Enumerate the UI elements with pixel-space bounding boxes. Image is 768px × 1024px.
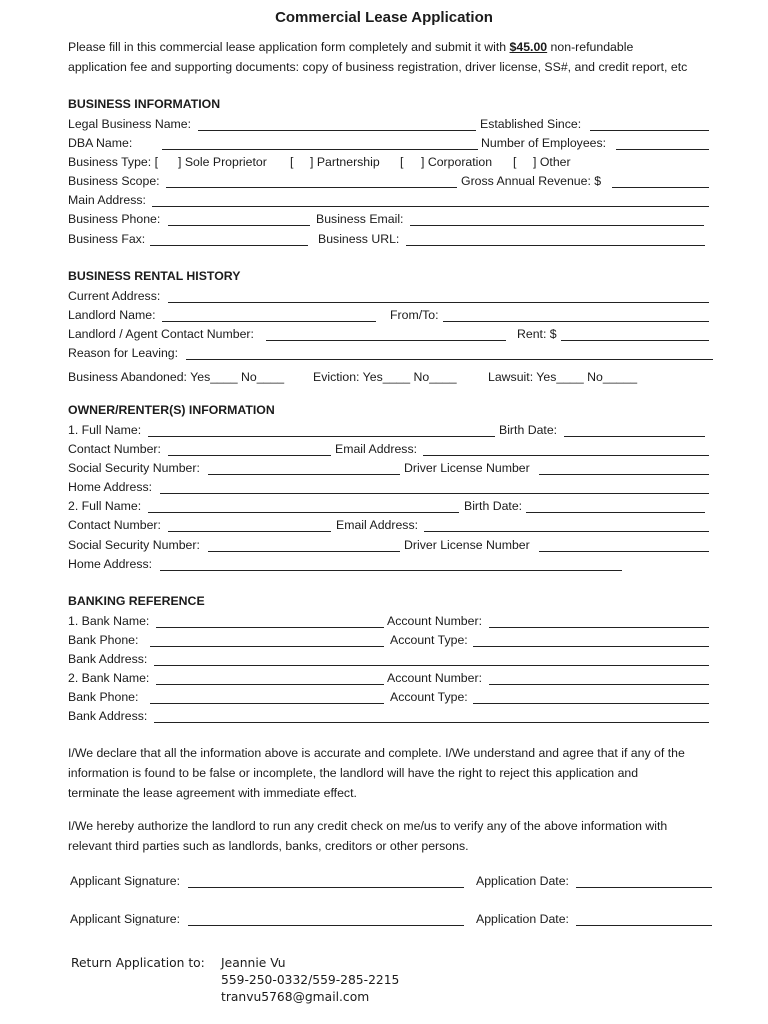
intro-text: Please fill in this commercial lease application form completely and submit it with (68, 40, 510, 54)
field-reason-for-leaving[interactable] (186, 359, 713, 360)
authorization-line: relevant third parties such as landlords, banks, creditors or other persons. (68, 839, 469, 853)
field-established-since[interactable] (590, 130, 709, 131)
fee-amount: $45.00 (509, 40, 548, 54)
field-landlord-name[interactable] (162, 321, 376, 322)
intro-text-end: non-refundable (547, 40, 634, 54)
section-banking-reference: BANKING REFERENCE (68, 594, 205, 608)
declaration-paragraph (68, 743, 728, 803)
label-applicant-signature-2: Applicant Signature: (70, 912, 181, 926)
section-business-rental-history: BUSINESS RENTAL HISTORY (68, 269, 241, 283)
label-rent: Rent: $ (517, 327, 557, 341)
declaration-line: information is found to be false or incomplete, the landlord will have the right to reject this application and (68, 766, 639, 780)
authorization-paragraph (68, 816, 728, 856)
field-owner-2-ssn[interactable] (208, 551, 400, 552)
row-business-phone (68, 212, 718, 229)
field-business-phone[interactable] (168, 225, 310, 226)
label-owner-1-email: Email Address: (335, 442, 418, 456)
row-owner-2-name (68, 499, 718, 516)
label-owner-1-driver-license: Driver License Number (404, 461, 530, 475)
row-landlord-name (68, 308, 718, 325)
field-applicant-signature-1[interactable] (188, 887, 464, 888)
bracket-other: [ (513, 155, 517, 169)
field-bank-2-address[interactable] (154, 722, 709, 723)
field-business-abandoned[interactable]: Business Abandoned: Yes____ No____ (68, 370, 285, 384)
label-applicant-signature-1: Applicant Signature: (70, 874, 181, 888)
label-owner-1-home-address: Home Address: (68, 480, 153, 494)
intro-line-1 (68, 40, 728, 54)
label-owner-2-contact-number: Contact Number: (68, 518, 161, 532)
row-owner-1-contact (68, 442, 718, 459)
return-application-label: Return Application to: (71, 956, 205, 970)
label-from-to: From/To: (390, 308, 439, 322)
row-business-fax (68, 232, 718, 249)
label-business-type: Business Type: [ (68, 155, 158, 169)
field-owner-1-home-address[interactable] (160, 493, 709, 494)
return-contact-phones: 559-250-0332/559-285-2215 (221, 973, 400, 987)
return-contact-name: Jeannie Vu (221, 956, 286, 970)
label-bank-2-address: Bank Address: (68, 709, 148, 723)
field-bank-1-account-number[interactable] (489, 627, 709, 628)
field-owner-2-home-address[interactable] (160, 570, 622, 571)
field-business-scope[interactable] (166, 187, 457, 188)
label-current-address: Current Address: (68, 289, 161, 303)
label-application-date-2: Application Date: (476, 912, 569, 926)
return-contact-email: tranvu5768@gmail.com (221, 990, 370, 1004)
field-owner-2-driver-license[interactable] (539, 551, 709, 552)
row-bank-2-name (68, 671, 718, 688)
row-bank-1-name (68, 614, 718, 631)
field-owner-2-contact-number[interactable] (168, 531, 331, 532)
field-bank-2-account-number[interactable] (489, 684, 709, 685)
field-owner-1-ssn[interactable] (208, 474, 400, 475)
checkbox-corporation[interactable]: ] Corporation (421, 155, 493, 169)
label-owner-1-full-name: 1. Full Name: (68, 423, 142, 437)
bracket-corporation: [ (400, 155, 404, 169)
label-owner-2-ssn: Social Security Number: (68, 538, 200, 552)
intro-line-2: application fee and supporting documents: copy of business registration, driver license, SS#, and credit report, etc (68, 60, 688, 74)
field-owner-2-birth-date[interactable] (526, 512, 705, 513)
label-landlord-name: Landlord Name: (68, 308, 156, 322)
field-application-date-2[interactable] (576, 925, 712, 926)
row-business-scope (68, 174, 718, 191)
row-bank-1-address (68, 652, 718, 669)
row-main-address (68, 193, 718, 210)
label-bank-1-name: 1. Bank Name: (68, 614, 150, 628)
row-signature-1 (68, 874, 718, 891)
field-bank-2-name[interactable] (156, 684, 384, 685)
field-current-address[interactable] (168, 302, 709, 303)
label-owner-2-home-address: Home Address: (68, 557, 153, 571)
label-owner-2-driver-license: Driver License Number (404, 538, 530, 552)
field-main-address[interactable] (152, 206, 709, 207)
row-owner-2-home-address (68, 557, 718, 574)
label-application-date-1: Application Date: (476, 874, 569, 888)
label-owner-1-contact-number: Contact Number: (68, 442, 161, 456)
label-business-scope: Business Scope: (68, 174, 160, 188)
field-dba-name[interactable] (162, 149, 478, 150)
field-from-to[interactable] (443, 321, 709, 322)
row-bank-1-phone (68, 633, 718, 650)
row-owner-1-name (68, 423, 718, 440)
field-bank-1-address[interactable] (154, 665, 709, 666)
field-landlord-contact-number[interactable] (266, 340, 506, 341)
field-owner-1-email[interactable] (423, 455, 709, 456)
label-established-since: Established Since: (480, 117, 582, 131)
authorization-line: I/We hereby authorize the landlord to run any credit check on me/us to verify any of the above information with (68, 819, 668, 833)
section-owner-renter-information: OWNER/RENTER(S) INFORMATION (68, 403, 275, 417)
label-gross-annual-revenue: Gross Annual Revenue: $ (461, 174, 602, 188)
row-legal-name (68, 117, 718, 134)
field-owner-1-full-name[interactable] (148, 436, 495, 437)
bracket-partnership: [ (290, 155, 294, 169)
declaration-line: I/We declare that all the information above is accurate and complete. I/We understand and agree that if any of the (68, 746, 685, 760)
label-business-phone: Business Phone: (68, 212, 161, 226)
label-business-email: Business Email: (316, 212, 404, 226)
field-bank-1-name[interactable] (156, 627, 384, 628)
checkbox-sole-proprietor[interactable]: ] Sole Proprietor (178, 155, 267, 169)
field-owner-2-email[interactable] (424, 531, 709, 532)
row-business-type (68, 155, 718, 172)
row-rental-history-checks (68, 370, 718, 387)
label-landlord-contact-number: Landlord / Agent Contact Number: (68, 327, 254, 341)
field-application-date-1[interactable] (576, 887, 712, 888)
label-legal-business-name: Legal Business Name: (68, 117, 192, 131)
row-owner-1-ssn (68, 461, 718, 478)
field-gross-annual-revenue[interactable] (612, 187, 709, 188)
field-bank-1-phone[interactable] (150, 646, 384, 647)
field-owner-1-birth-date[interactable] (564, 436, 705, 437)
row-owner-2-ssn (68, 538, 718, 555)
checkbox-partnership[interactable]: ] Partnership (310, 155, 380, 169)
field-legal-business-name[interactable] (198, 130, 476, 131)
label-owner-1-birth-date: Birth Date: (499, 423, 558, 437)
row-reason-for-leaving (68, 346, 718, 363)
label-business-fax: Business Fax: (68, 232, 146, 246)
label-owner-2-full-name: 2. Full Name: (68, 499, 142, 513)
row-bank-2-address (68, 709, 718, 726)
row-owner-1-home-address (68, 480, 718, 497)
section-business-information: BUSINESS INFORMATION (68, 97, 221, 111)
label-bank-2-account-number: Account Number: (387, 671, 483, 685)
field-business-email[interactable] (410, 225, 704, 226)
field-bank-1-account-type[interactable] (473, 646, 709, 647)
label-bank-1-address: Bank Address: (68, 652, 148, 666)
label-business-url: Business URL: (318, 232, 400, 246)
label-bank-1-account-number: Account Number: (387, 614, 483, 628)
field-eviction[interactable]: Eviction: Yes____ No____ (313, 370, 457, 384)
field-owner-1-driver-license[interactable] (539, 474, 709, 475)
page-title: Commercial Lease Application (275, 9, 493, 26)
label-owner-2-email: Email Address: (336, 518, 419, 532)
label-bank-1-account-type: Account Type: (390, 633, 468, 647)
row-owner-2-contact (68, 518, 718, 535)
field-number-of-employees[interactable] (616, 149, 709, 150)
field-applicant-signature-2[interactable] (188, 925, 464, 926)
label-reason-for-leaving: Reason for Leaving: (68, 346, 179, 360)
label-bank-2-name: 2. Bank Name: (68, 671, 150, 685)
label-main-address: Main Address: (68, 193, 146, 207)
field-owner-1-contact-number[interactable] (168, 455, 331, 456)
label-bank-2-account-type: Account Type: (390, 690, 468, 704)
field-business-url[interactable] (406, 245, 705, 246)
label-owner-1-ssn: Social Security Number: (68, 461, 200, 475)
label-dba-name: DBA Name: (68, 136, 133, 150)
field-bank-2-account-type[interactable] (473, 703, 709, 704)
label-number-of-employees: Number of Employees: (481, 136, 607, 150)
field-business-fax[interactable] (150, 245, 308, 246)
row-current-address (68, 289, 718, 306)
label-bank-1-phone: Bank Phone: (68, 633, 139, 647)
row-landlord-contact (68, 327, 718, 344)
field-owner-2-full-name[interactable] (148, 512, 459, 513)
field-rent[interactable] (561, 340, 709, 341)
field-bank-2-phone[interactable] (150, 703, 384, 704)
checkbox-other[interactable]: ] Other (533, 155, 571, 169)
declaration-line: terminate the lease agreement with immediate effect. (68, 786, 357, 800)
label-owner-2-birth-date: Birth Date: (464, 499, 523, 513)
row-dba (68, 136, 718, 153)
row-bank-2-phone (68, 690, 718, 707)
label-bank-2-phone: Bank Phone: (68, 690, 139, 704)
row-signature-2 (68, 912, 718, 929)
field-lawsuit[interactable]: Lawsuit: Yes____ No_____ (488, 370, 638, 384)
